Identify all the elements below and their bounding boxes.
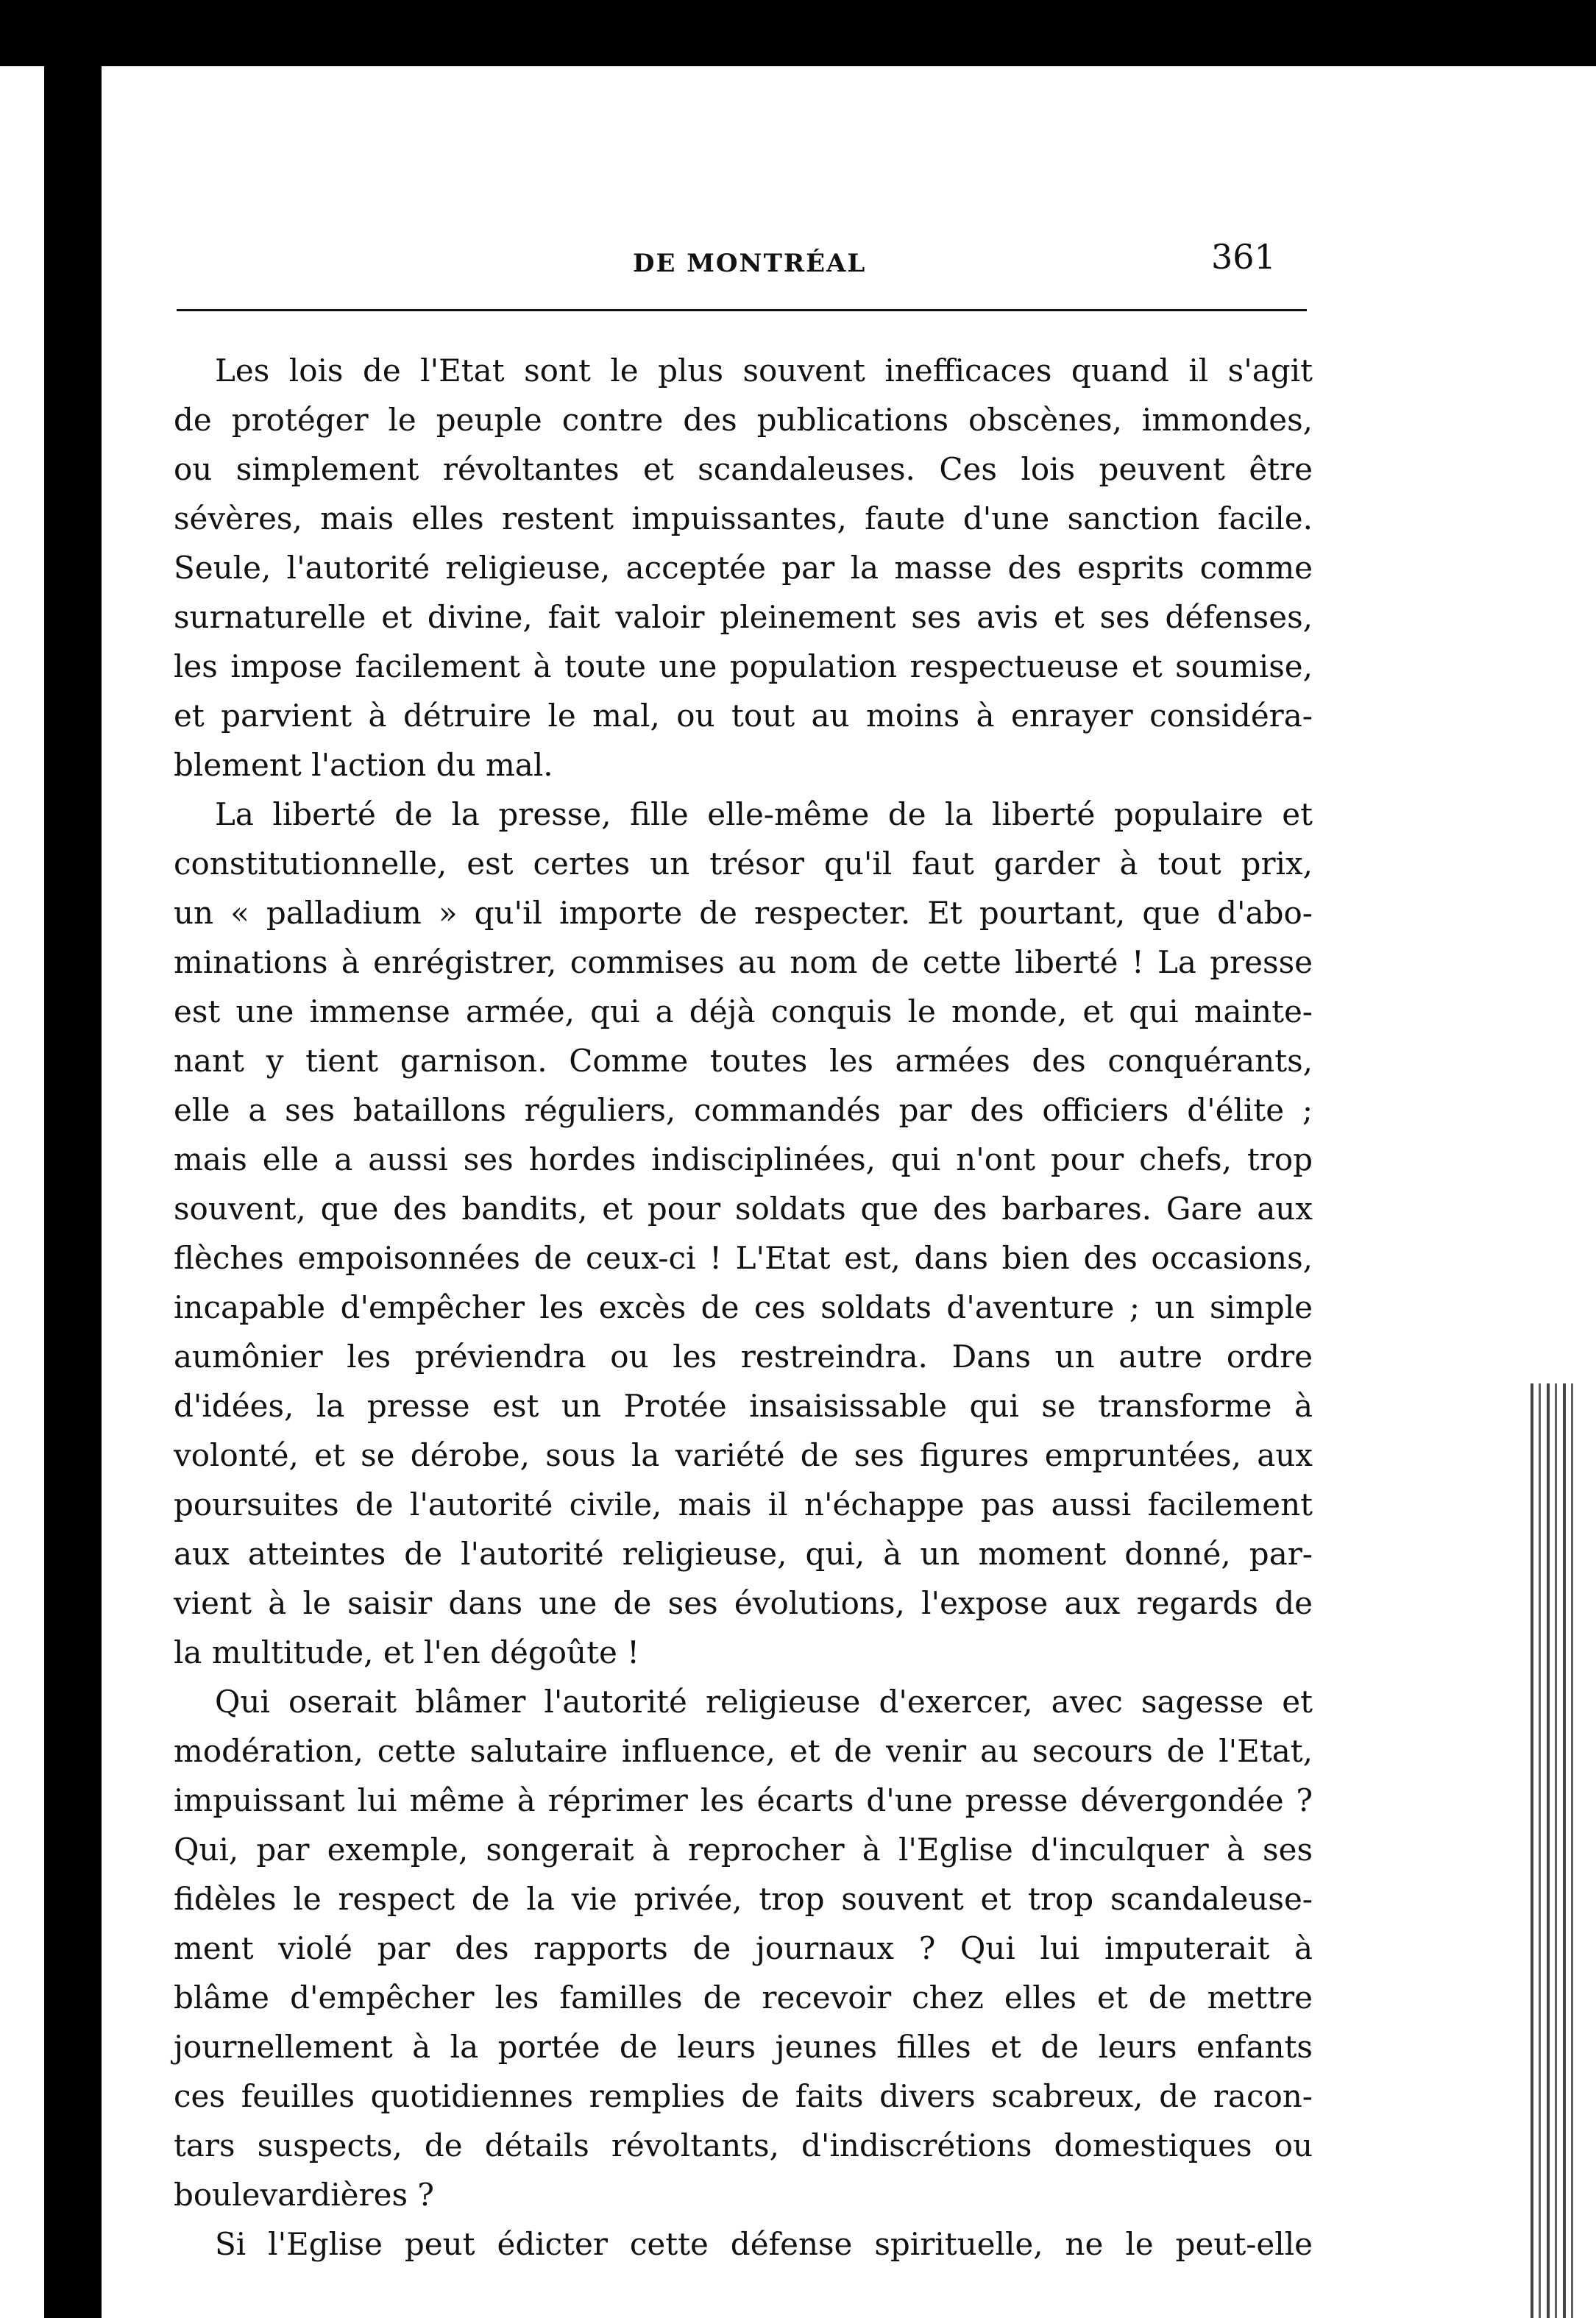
header-rule: [177, 309, 1307, 311]
page-number: 361: [1211, 237, 1276, 277]
text-line: fidèles le respect de la vie privée, trop souvent et trop scandaleuse-: [174, 1881, 1313, 1917]
text-line: elle a ses bataillons réguliers, commandés par des officiers d'élite ;: [174, 1092, 1313, 1128]
text-line: volonté, et se dérobe, sous la variété de ses figures empruntées, aux: [174, 1437, 1313, 1473]
text-line: aux atteintes de l'autorité religieuse, qui, à un moment donné, par-: [174, 1536, 1313, 1572]
text-line: tars suspects, de détails révoltants, d'indiscrétions domestiques ou: [174, 2127, 1313, 2163]
text-line: journellement à la portée de leurs jeunes filles et de leurs enfants: [174, 2029, 1313, 2065]
text-line: mais elle a aussi ses hordes indisciplinées, qui n'ont pour chefs, trop: [174, 1141, 1313, 1177]
text-line: est une immense armée, qui a déjà conquis le monde, et qui mainte-: [174, 993, 1313, 1029]
text-line: nant y tient garnison. Comme toutes les armées des conquérants,: [174, 1043, 1313, 1079]
running-head: DE MONTRÉAL: [633, 249, 867, 278]
text-line: minations à enrégistrer, commises au nom de cette liberté ! La presse: [174, 944, 1313, 980]
text-line: vient à le saisir dans une de ses évolutions, l'expose aux regards de: [174, 1585, 1313, 1621]
text-line: d'idées, la presse est un Protée insaisissable qui se transforme à: [174, 1388, 1313, 1424]
text-line: Si l'Eglise peut édicter cette défense spirituelle, ne le peut-elle: [215, 2226, 1313, 2262]
text-line: incapable d'empêcher les excès de ces soldats d'aventure ; un simple: [174, 1289, 1313, 1325]
text-line: sévères, mais elles restent impuissantes, faute d'une sanction facile.: [174, 500, 1313, 536]
text-line: les impose facilement à toute une population respectueuse et soumise,: [174, 648, 1313, 684]
scan-binding-shadow: [44, 44, 102, 2318]
text-line: boulevardières ?: [174, 2177, 434, 2213]
text-line: ou simplement révoltantes et scandaleuses. Ces lois peuvent être: [174, 451, 1313, 487]
text-line: Les lois de l'Etat sont le plus souvent inefficaces quand il s'agit: [215, 352, 1313, 389]
text-line: La liberté de la presse, fille elle-même de la liberté populaire et: [215, 796, 1313, 832]
text-line: modération, cette salutaire influence, et de venir au secours de l'Etat,: [174, 1733, 1313, 1769]
text-line: flèches empoisonnées de ceux-ci ! L'Etat est, dans bien des occasions,: [174, 1240, 1313, 1276]
text-line: ces feuilles quotidiennes remplies de faits divers scabreux, de racon-: [174, 2078, 1313, 2114]
text-line: et parvient à détruire le mal, ou tout au moins à enrayer considéra-: [174, 698, 1313, 734]
text-line: Qui, par exemple, songerait à reprocher à l'Eglise d'inculquer à ses: [174, 1832, 1313, 1868]
text-line: blement l'action du mal.: [174, 747, 553, 783]
text-line: Qui oserait blâmer l'autorité religieuse d'exercer, avec sagesse et: [215, 1684, 1313, 1720]
text-line: un « palladium » qu'il importe de respecter. Et pourtant, que d'abo-: [174, 895, 1313, 931]
text-line: souvent, que des bandits, et pour soldats que des barbares. Gare aux: [174, 1191, 1313, 1227]
text-line: Seule, l'autorité religieuse, acceptée par la masse des esprits comme: [174, 550, 1313, 586]
text-line: de protéger le peuple contre des publications obscènes, immondes,: [174, 402, 1313, 438]
body-text: [174, 346, 1313, 2269]
text-line: ment violé par des rapports de journaux ? Qui lui imputerait à: [174, 1930, 1313, 1966]
scan-right-edge-artifact: [1531, 1383, 1576, 2318]
text-line: poursuites de l'autorité civile, mais il n'échappe pas aussi facilement: [174, 1486, 1313, 1523]
text-line: la multitude, et l'en dégoûte !: [174, 1634, 640, 1670]
text-line: aumônier les préviendra ou les restreindra. Dans un autre ordre: [174, 1339, 1313, 1375]
text-line: blâme d'empêcher les familles de recevoir chez elles et de mettre: [174, 1979, 1313, 2016]
text-line: constitutionnelle, est certes un trésor qu'il faut garder à tout prix,: [174, 846, 1313, 882]
text-line: surnaturelle et divine, fait valoir pleinement ses avis et ses défenses,: [174, 599, 1313, 635]
text-line: impuissant lui même à réprimer les écarts d'une presse dévergondée ?: [174, 1782, 1313, 1818]
scan-top-border: [0, 0, 1596, 66]
